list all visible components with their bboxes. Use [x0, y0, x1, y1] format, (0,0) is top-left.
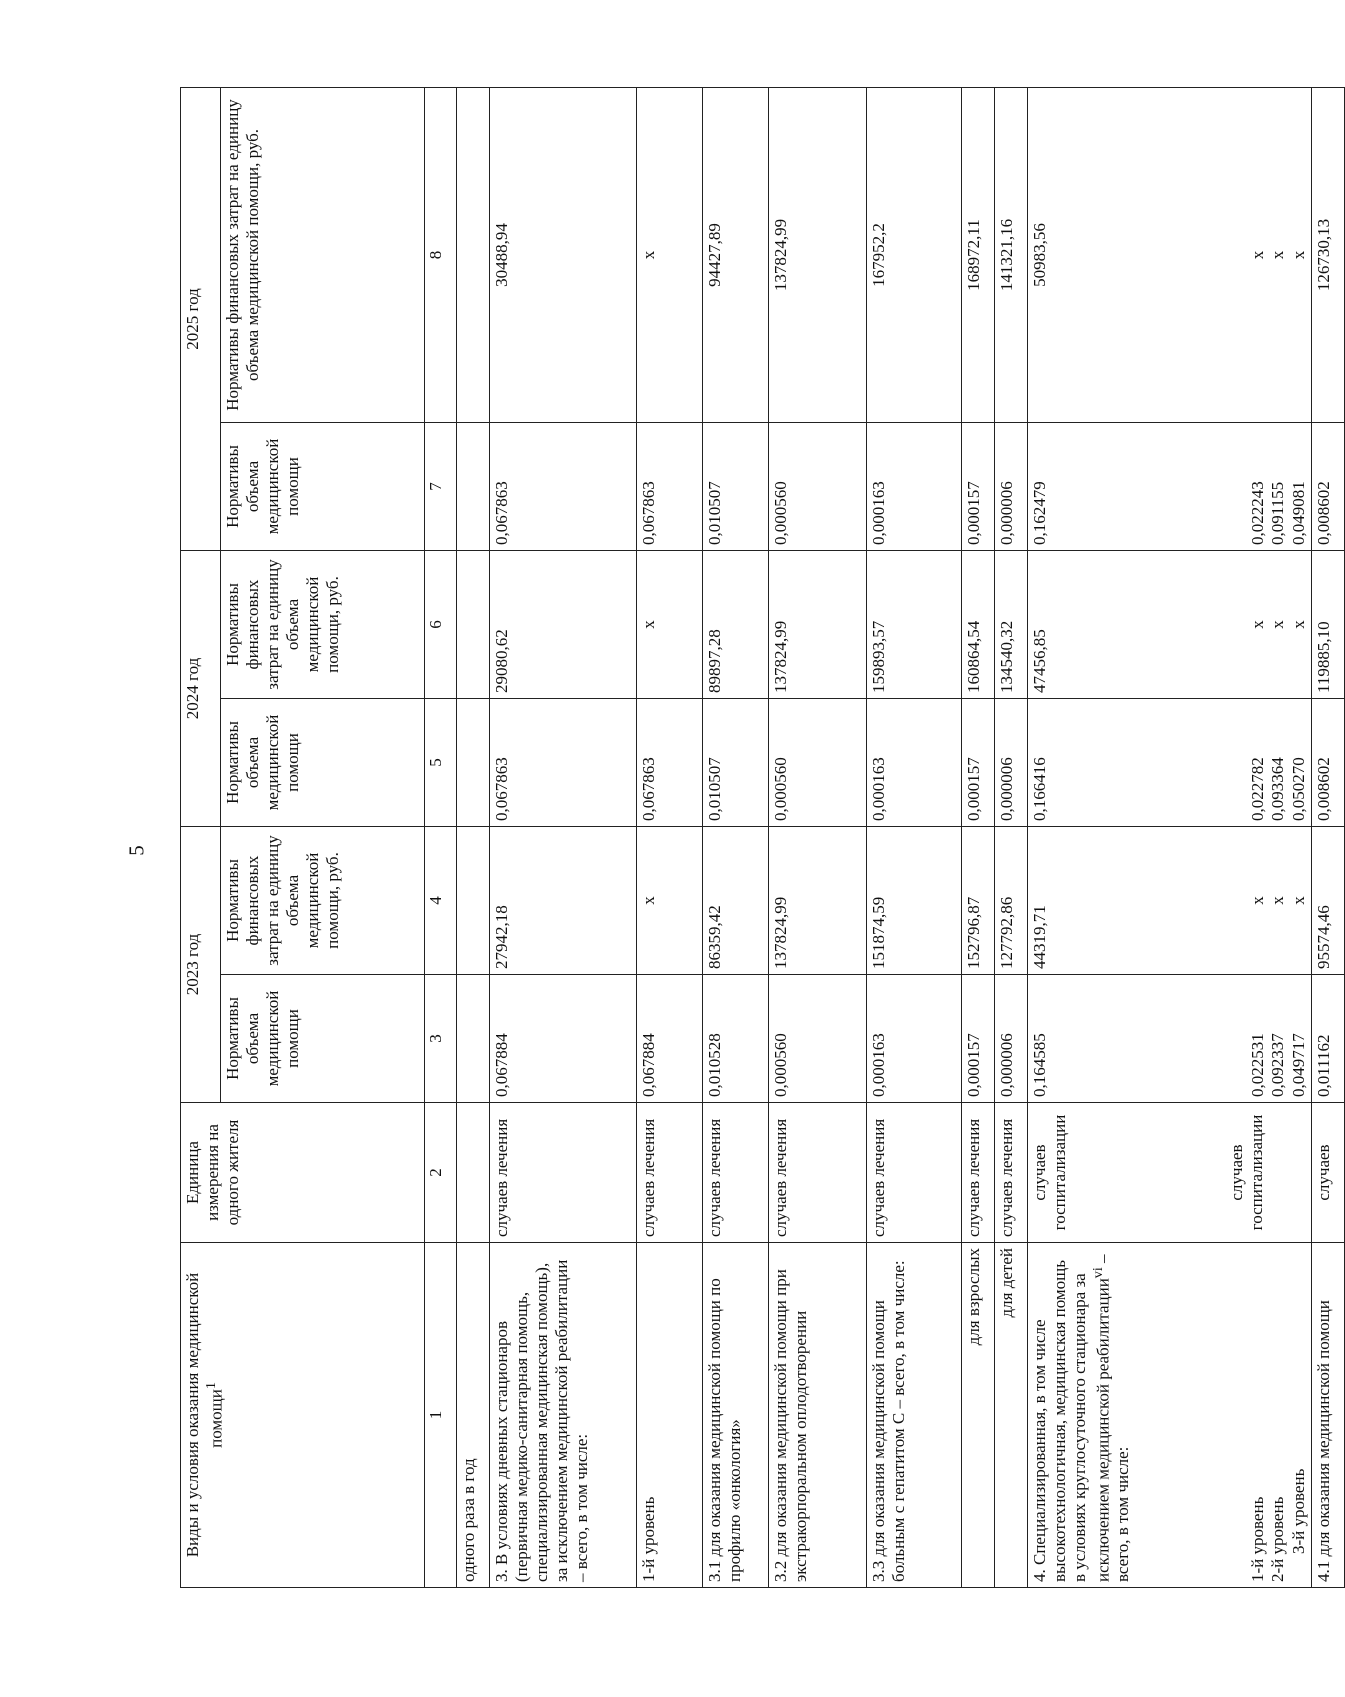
value-cell: 151874,59 [866, 827, 961, 975]
unit-cell: случаев лечения [866, 1103, 961, 1243]
value-cell: 0,000560 [769, 699, 867, 827]
value-cell: 160864,54 [961, 551, 994, 699]
row-label: 3.1 для оказания медицинской помощи по профилю «онкология» [703, 1243, 769, 1588]
value-cell: 44319,71 [1027, 827, 1225, 975]
row-label: 1-й уровень [637, 1243, 703, 1588]
value-cell: 0,010528 [703, 975, 769, 1103]
value-cell: 0,000163 [866, 699, 961, 827]
page-number: 5 [124, 845, 149, 856]
row-label: 3. В условиях дневных стационаров (первичная медико-санитарная помощь, специализированная медицинская помощь), за исключением медицинской реабилитации – всего, в том числе: [489, 1243, 637, 1588]
value-cell: 168972,11 [961, 88, 994, 423]
value-cell: 0,067863 [489, 699, 637, 827]
value-cell: 0,067884 [489, 975, 637, 1103]
value-cell: х [637, 551, 703, 699]
value-cell: х [637, 88, 703, 423]
value-cell: 0,000157 [961, 975, 994, 1103]
header-unit: Единица измерения на одного жителя [181, 1103, 425, 1243]
col-number: 7 [424, 423, 456, 551]
unit-cell: случаев [1311, 1103, 1344, 1243]
value-cell: 0,000560 [769, 423, 867, 551]
value-cell: 137824,99 [769, 88, 867, 423]
value-cell: 137824,99 [769, 551, 867, 699]
normatives-table [180, 87, 1345, 1588]
header-cost-2023: Нормативы финансовых затрат на единицу объема медицинской помощи, руб. [220, 827, 424, 975]
value-cell: 0,000163 [866, 975, 961, 1103]
unit-cell: случаев лечения [994, 1103, 1027, 1243]
level-values-2025: 0,022243 0,091155 0,049081 [1225, 423, 1312, 551]
unit-cell: случаев госпитализации [1225, 1103, 1312, 1243]
value-cell: 134540,32 [994, 551, 1027, 699]
row-label: для взрослых [961, 1243, 994, 1588]
row-label: для детей [994, 1243, 1027, 1588]
value-cell: 0,010507 [703, 699, 769, 827]
value-cell: 0,000163 [866, 423, 961, 551]
value-cell: 0,008602 [1311, 423, 1344, 551]
row-label: 3.2 для оказания медицинской помощи при экстракорпоральном оплодотворении [769, 1243, 867, 1588]
value-cell: 89897,28 [703, 551, 769, 699]
level-costs-2023: х х х [1225, 827, 1312, 975]
level-costs-2024: х х х [1225, 551, 1312, 699]
row-label: одного раза в год [456, 1243, 489, 1588]
col-number: 4 [424, 827, 456, 975]
col-number: 1 [424, 1243, 456, 1588]
value-cell: 95574,46 [1311, 827, 1344, 975]
value-cell: 0,000157 [961, 699, 994, 827]
header-year-2025: 2025 год [181, 88, 221, 551]
column-number-row [424, 88, 456, 1588]
value-cell: 0,000157 [961, 423, 994, 551]
level-values-2024: 0,022782 0,093364 0,050270 [1225, 699, 1312, 827]
level-costs-2025: х х х [1225, 88, 1312, 423]
col-number: 5 [424, 699, 456, 827]
value-cell: 0,010507 [703, 423, 769, 551]
col-number: 6 [424, 551, 456, 699]
value-cell: 126730,13 [1311, 88, 1344, 423]
table-row [961, 88, 994, 1588]
value-cell: 141321,16 [994, 88, 1027, 423]
value-cell: 167952,2 [866, 88, 961, 423]
value-cell: 137824,99 [769, 827, 867, 975]
table-row [994, 88, 1027, 1588]
table-row [1311, 88, 1344, 1588]
col-number: 8 [424, 88, 456, 423]
header-volume-2025: Нормативы объема медицинской помощи [220, 423, 424, 551]
unit-cell: случаев лечения [769, 1103, 867, 1243]
value-cell: 0,067863 [489, 423, 637, 551]
unit-cell: случаев госпитализации [1027, 1103, 1225, 1243]
header-year-2024: 2024 год [181, 551, 221, 827]
value-cell: 0,164585 [1027, 975, 1225, 1103]
unit-cell: случаев лечения [489, 1103, 637, 1243]
value-cell: 29080,62 [489, 551, 637, 699]
unit-cell: случаев лечения [637, 1103, 703, 1243]
value-cell: 86359,42 [703, 827, 769, 975]
value-cell: 30488,94 [489, 88, 637, 423]
value-cell: 0,067863 [637, 699, 703, 827]
header-cost-2024: Нормативы финансовых затрат на единицу объема медицинской помощи, руб. [220, 551, 424, 699]
unit-cell: случаев лечения [961, 1103, 994, 1243]
table-row [703, 88, 769, 1588]
value-cell: 50983,56 [1027, 88, 1225, 423]
table-row [769, 88, 867, 1588]
row-label: 4.1 для оказания медицинской помощи [1311, 1243, 1344, 1588]
value-cell: 0,162479 [1027, 423, 1225, 551]
col-number: 2 [424, 1103, 456, 1243]
value-cell: 94427,89 [703, 88, 769, 423]
rotated-page [180, 88, 1345, 1588]
header-kind: Виды и условия оказания медицинской помощи$^1$ [181, 1243, 425, 1588]
value-cell: 0,000006 [994, 699, 1027, 827]
col-number: 3 [424, 975, 456, 1103]
level-labels: 1-й уровень 2-й уровень 3-й уровень [1225, 1243, 1312, 1588]
value-cell: 0,008602 [1311, 699, 1344, 827]
header-volume-2023: Нормативы объема медицинской помощи [220, 975, 424, 1103]
value-cell: 0,166416 [1027, 699, 1225, 827]
value-cell: 0,000560 [769, 975, 867, 1103]
value-cell: х [637, 827, 703, 975]
value-cell: 159893,57 [866, 551, 961, 699]
value-cell: 127792,86 [994, 827, 1027, 975]
table-row [1225, 88, 1312, 1588]
header-cost-2025: Нормативы финансовых затрат на единицу объема медицинской помощи, руб. [220, 88, 424, 423]
value-cell: 0,067863 [637, 423, 703, 551]
table-row [456, 88, 489, 1588]
header-year-2023: 2023 год [181, 827, 221, 1103]
level-values-2023: 0,022531 0,092337 0,049717 [1225, 975, 1312, 1103]
value-cell: 0,000006 [994, 975, 1027, 1103]
table-row [637, 88, 703, 1588]
row-label: 3.3 для оказания медицинской помощи больным с гепатитом С – всего, в том числе: [866, 1243, 961, 1588]
value-cell: 119885,10 [1311, 551, 1344, 699]
table-row [866, 88, 961, 1588]
value-cell: 27942,18 [489, 827, 637, 975]
value-cell: 0,000006 [994, 423, 1027, 551]
table-row [1027, 88, 1225, 1588]
value-cell: 47456,85 [1027, 551, 1225, 699]
table-row [489, 88, 637, 1588]
value-cell: 152796,87 [961, 827, 994, 975]
unit-cell: случаев лечения [703, 1103, 769, 1243]
row-label: 4. Специализированная, в том числе высокотехнологичная, медицинская помощь в условиях круглосуточного стационара за исключением медицинской реабилитации$^{vi}$ – всего, в том числе: [1027, 1243, 1225, 1588]
value-cell: 0,067884 [637, 975, 703, 1103]
header-volume-2024: Нормативы объема медицинской помощи [220, 699, 424, 827]
value-cell: 0,011162 [1311, 975, 1344, 1103]
